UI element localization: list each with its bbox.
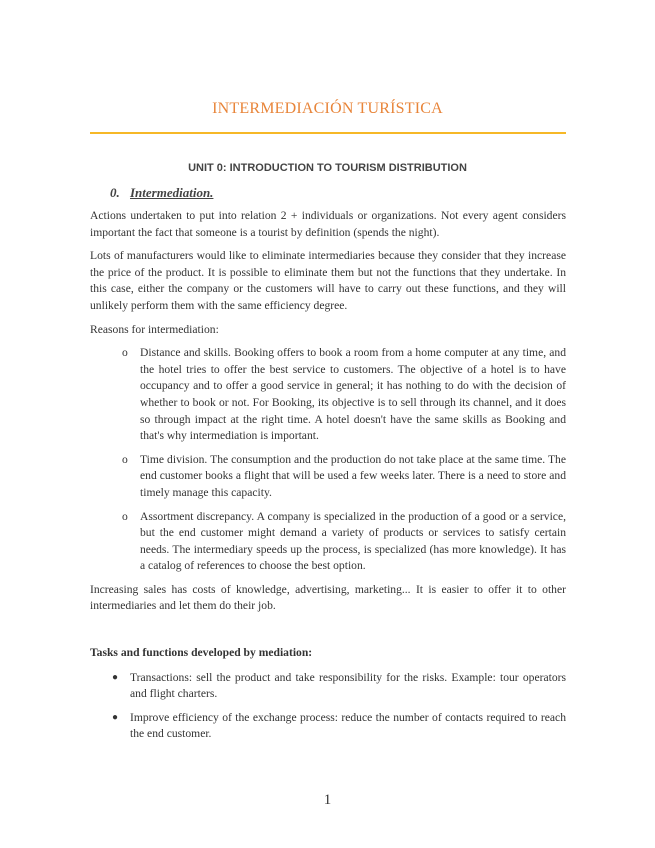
circle-bullet-icon: o [122,509,128,523]
list-item: o Distance and skills. Booking offers to book a room from a home computer at any time, and the hotel tries to offer the best service to customers. The objective of a hotel is to have occupancy and to offer a good service in general; it has nothing to do with the decision of whether to book or not. For Booking, its objective is to sell through its channel, and it does so through impact at the right time. A hotel doesn't have the same skills as Booking and that's why intermediation is important. [122,346,566,443]
document-body [90,208,566,750]
list-item: ● Improve efficiency of the exchange process: reduce the number of contacts required to reach the end customer. [112,710,566,741]
paragraph: Reasons for intermediation: [90,322,219,336]
dot-bullet-icon: ● [112,671,119,683]
title-divider [90,132,566,134]
section-heading [110,185,213,201]
tasks-heading: Tasks and functions developed by mediation: [90,646,313,660]
document-title: INTERMEDIACIÓN TURÍSTICA [212,100,443,117]
paragraph: Lots of manufacturers would like to eliminate intermediaries because they consider that they increase the price of the product. It is possible to eliminate them but not the functions that they undertake. In this case, either the company or the customers will have to carry out these functions, and they will unlikely perform them with the same efficiency degree. [90,249,566,312]
list-item: ● Transactions: sell the product and take responsibility for the risks. Example: tour operators and flight charters. [112,670,566,701]
circle-bullet-icon: o [122,346,128,360]
section-label: Intermediation. [130,185,214,200]
circle-bullet-icon: o [122,452,128,466]
section-number: 0. [110,185,120,200]
list-item: o Assortment discrepancy. A company is specialized in the production of a good or a service, but the end customer might demand a variety of products or services to satisfy certain needs. The intermediary speeds up the process, is specialized (has more knowledge). It has a catalog of references to choose the best option. [122,509,566,573]
dot-bullet-icon: ● [112,711,119,723]
reasons-list [90,345,566,575]
paragraph: Increasing sales has costs of knowledge, advertising, marketing... It is easier to offer it to other intermediaries and let them do their job. [90,582,566,613]
list-item: o Time division. The consumption and the production do not take place at the same time. The end customer books a flight that will be used a few weeks later. There is a need to store and timely manage this capacity. [122,452,566,499]
page-number: 1 [323,792,332,808]
paragraph: Actions undertaken to put into relation 2 + individuals or organizations. Not every agent considers important the fact that someone is a tourist by definition (spends the night). [90,209,566,239]
tasks-list [90,670,566,743]
unit-heading: UNIT 0: INTRODUCTION TO TOURISM DISTRIBUTION [188,162,467,174]
